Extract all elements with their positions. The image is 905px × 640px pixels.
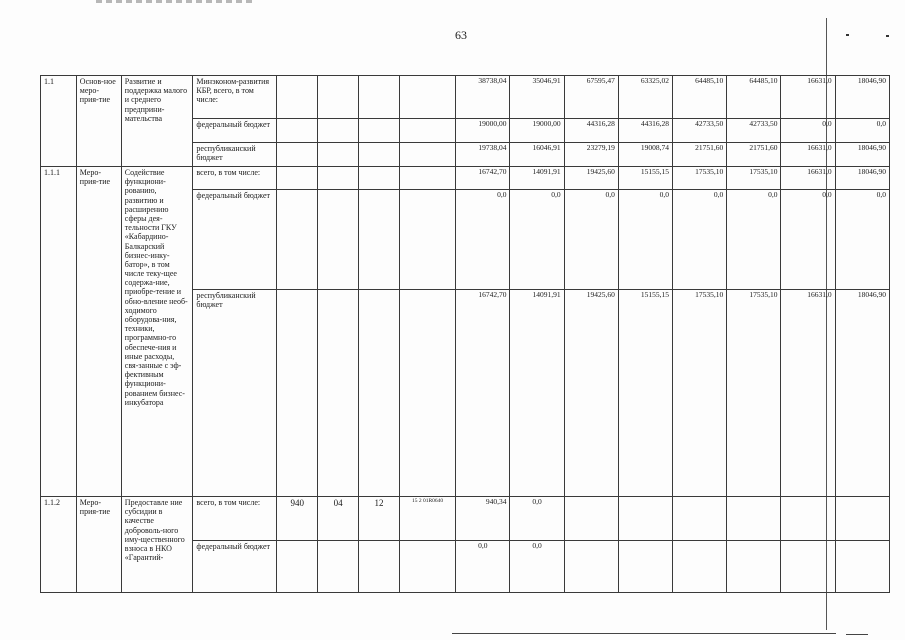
scan-bottom-line [846, 634, 868, 635]
scan-mark [846, 34, 849, 36]
funding-source: всего, в том числе: [193, 167, 277, 190]
value-cell: 0,0 [781, 190, 835, 290]
value-cell: 14091,91 [510, 167, 564, 190]
value-cell: 19738,04 [456, 143, 510, 167]
scan-mark [886, 35, 889, 37]
value-cell: 0,0 [673, 190, 727, 290]
value-cell: 16631,0 [781, 143, 835, 167]
value-cell [673, 541, 727, 593]
value-cell: 16631,0 [781, 290, 835, 497]
value-cell [781, 541, 835, 593]
value-cell: 21751,60 [673, 143, 727, 167]
row-number: 1.1 [41, 76, 77, 167]
value-cell: 0,0 [618, 190, 672, 290]
funding-source: федеральный бюджет [193, 190, 277, 290]
scan-bottom-line [452, 633, 836, 634]
value-cell: 15155,15 [618, 290, 672, 497]
value-cell: 0,0 [727, 190, 781, 290]
grbs-code: 940 [277, 497, 318, 541]
value-cell: 38738,04 [456, 76, 510, 119]
subsection-code: 12 [359, 497, 400, 541]
program-funding-table [40, 75, 890, 593]
value-cell: 19000,00 [510, 119, 564, 143]
value-cell: 0,0 [510, 541, 564, 593]
value-cell: 0,0 [835, 119, 889, 143]
value-cell [727, 497, 781, 541]
value-cell: 44316,28 [564, 119, 618, 143]
event-type: Основ-ное меро-прия-тие [76, 76, 121, 167]
table-row [41, 497, 890, 541]
value-cell: 63325,02 [618, 76, 672, 119]
value-cell [835, 541, 889, 593]
section-code: 04 [318, 497, 359, 541]
value-cell: 21751,60 [727, 143, 781, 167]
section-code [318, 541, 359, 593]
value-cell: 64485,10 [727, 76, 781, 119]
value-cell: 16742,70 [456, 167, 510, 190]
value-cell: 18046,90 [835, 290, 889, 497]
row-number: 1.1.2 [41, 497, 77, 593]
value-cell [618, 541, 672, 593]
funding-source: всего, в том числе: [193, 497, 277, 541]
value-cell: 14091,91 [510, 290, 564, 497]
value-cell: 42733,50 [727, 119, 781, 143]
event-name: Содействие функциони-рованию, развитию и расширению сферы дея-тельности ГКУ «Кабардино-Балкарский бизнес-инку-батор», в том числе теку-щее содержа-ние, приобре-тение и обно-вление необ-ходимого оборудова-ния, техники, программно-го обеспече-ния и иные расходы, свя-занные с эф-фективным функциони-рованием бизнес-инкубатора [121, 167, 193, 497]
value-cell: 42733,50 [673, 119, 727, 143]
value-cell: 19000,00 [456, 119, 510, 143]
value-cell: 940,34 [456, 497, 510, 541]
value-cell: 64485,10 [673, 76, 727, 119]
value-cell: 0,0 [835, 190, 889, 290]
value-cell: 19425,60 [564, 167, 618, 190]
value-cell: 18046,90 [835, 143, 889, 167]
funding-source: федеральный бюджет [193, 541, 277, 593]
subsection-code [359, 541, 400, 593]
value-cell: 16631,0 [781, 167, 835, 190]
value-cell: 67595,47 [564, 76, 618, 119]
value-cell: 19008,74 [618, 143, 672, 167]
value-cell: 17535,10 [727, 290, 781, 497]
value-cell [835, 497, 889, 541]
value-cell: 44316,28 [618, 119, 672, 143]
value-cell: 23279,19 [564, 143, 618, 167]
page-number: 63 [455, 28, 467, 42]
table-row [41, 76, 890, 119]
funding-source: республиканский бюджет [193, 143, 277, 167]
table-row [41, 167, 890, 190]
funding-source: республиканский бюджет [193, 290, 277, 497]
value-cell [727, 541, 781, 593]
value-cell [564, 497, 618, 541]
grbs-code [277, 541, 318, 593]
value-cell: 15155,15 [618, 167, 672, 190]
value-cell: 0,0 [564, 190, 618, 290]
target-article-code: 15 2 01R0640 [399, 497, 455, 541]
event-type: Меро-прия-тие [76, 167, 121, 497]
value-cell: 0,0 [781, 119, 835, 143]
value-cell: 19425,60 [564, 290, 618, 497]
funding-source: Минэконом-развития КБР, всего, в том числе: [193, 76, 277, 119]
event-name: Предоставле ние субсидии в качестве доброволь-ного иму-щественного взноса в НКО «Гарантий- [121, 497, 193, 593]
value-cell: 18046,90 [835, 76, 889, 119]
value-cell [564, 541, 618, 593]
value-cell: 0,0 [510, 497, 564, 541]
value-cell: 17535,10 [673, 167, 727, 190]
value-cell: 18046,90 [835, 167, 889, 190]
target-article-code [399, 541, 455, 593]
value-cell [618, 497, 672, 541]
value-cell: 0,0 [456, 541, 510, 593]
value-cell: 17535,10 [727, 167, 781, 190]
value-cell: 17535,10 [673, 290, 727, 497]
value-cell: 16046,91 [510, 143, 564, 167]
funding-source: федеральный бюджет [193, 119, 277, 143]
row-number: 1.1.1 [41, 167, 77, 497]
scan-artifact [96, 0, 256, 3]
event-name: Развитие и поддержка малого и среднего предприни-мательства [121, 76, 193, 167]
value-cell [673, 497, 727, 541]
value-cell [781, 497, 835, 541]
value-cell: 0,0 [510, 190, 564, 290]
value-cell: 35046,91 [510, 76, 564, 119]
value-cell: 16631,0 [781, 76, 835, 119]
event-type: Меро-прия-тие [76, 497, 121, 593]
value-cell: 0,0 [456, 190, 510, 290]
value-cell: 16742,70 [456, 290, 510, 497]
